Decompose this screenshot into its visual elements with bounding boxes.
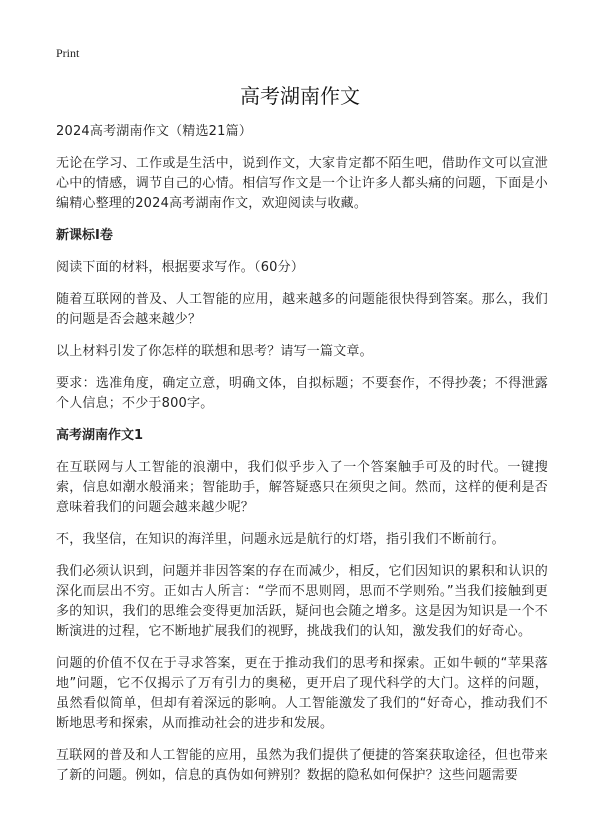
section-heading-essay-1: 高考湖南作文1 — [56, 428, 144, 443]
intro-paragraph: 无论在学习、工作或是生活中，说到作文，大家肯定都不陌生吧，借助作文可以宣泄心中的情感，调节自己的心情。相信写作文是一个让许多人都头痛的问题，下面是小编精心整理的2024高考湖南作文，欢迎阅读与收藏。 — [56, 156, 548, 211]
page-title: 高考湖南作文 — [240, 84, 360, 108]
article-subtitle: 2024高考湖南作文（精选21篇） — [56, 124, 253, 139]
paragraph: 阅读下面的材料，根据要求写作。（60分） — [56, 260, 305, 275]
paragraph: 在互联网与人工智能的浪潮中，我们似乎步入了一个答案触手可及的时代。一键搜索，信息如潮水般涌来；智能助手，解答疑惑只在须臾之间。然而，这样的便利是否意味着我们的问题会越来越少呢？ — [56, 460, 548, 515]
paragraph: 我们必须认识到，问题并非因答案的存在而减少，相反，它们因知识的累积和认识的深化而层出不穷。正如古人所言：“学而不思则罔，思而不学则殆。”当我们接触到更多的知识，我们的思维会变得更加活跃，疑问也会随之增多。这是因为知识是一个不断演进的过程，它不断地扩展我们的视野，挑战我们的认知，激发我们的好奇心。 — [56, 564, 548, 639]
paragraph: 随着互联网的普及、人工智能的应用，越来越多的问题能很快得到答案。那么，我们的问题是否会越来越少？ — [56, 292, 548, 327]
section-heading-exam: 新课标I卷 — [56, 228, 113, 243]
print-link[interactable]: Print — [56, 46, 80, 60]
paragraph: 问题的价值不仅在于寻求答案，更在于推动我们的思考和探索。正如牛顿的“苹果落地”问题，它不仅揭示了万有引力的奥秘，更开启了现代科学的大门。这样的问题，虽然看似简单，但却有着深远的影响。人工智能激发了我们的“好奇心，推动我们不断地思考和探索，从而推动社会的进步和发展。 — [56, 656, 548, 731]
article-body — [56, 122, 548, 798]
paragraph: 不，我坚信，在知识的海洋里，问题永远是航行的灯塔，指引我们不断前行。 — [56, 532, 505, 547]
paragraph: 以上材料引发了你怎样的联想和思考？请写一篇文章。 — [56, 344, 373, 359]
paragraph: 要求：选准角度，确定立意，明确文体，自拟标题；不要套作，不得抄袭；不得泄露个人信息；不少于800字。 — [56, 376, 548, 411]
paragraph: 互联网的普及和人工智能的应用，虽然为我们提供了便捷的答案获取途径，但也带来了新的问题。例如，信息的真伪如何辨别？数据的隐私如何保护？这些问题需要 — [56, 748, 548, 783]
